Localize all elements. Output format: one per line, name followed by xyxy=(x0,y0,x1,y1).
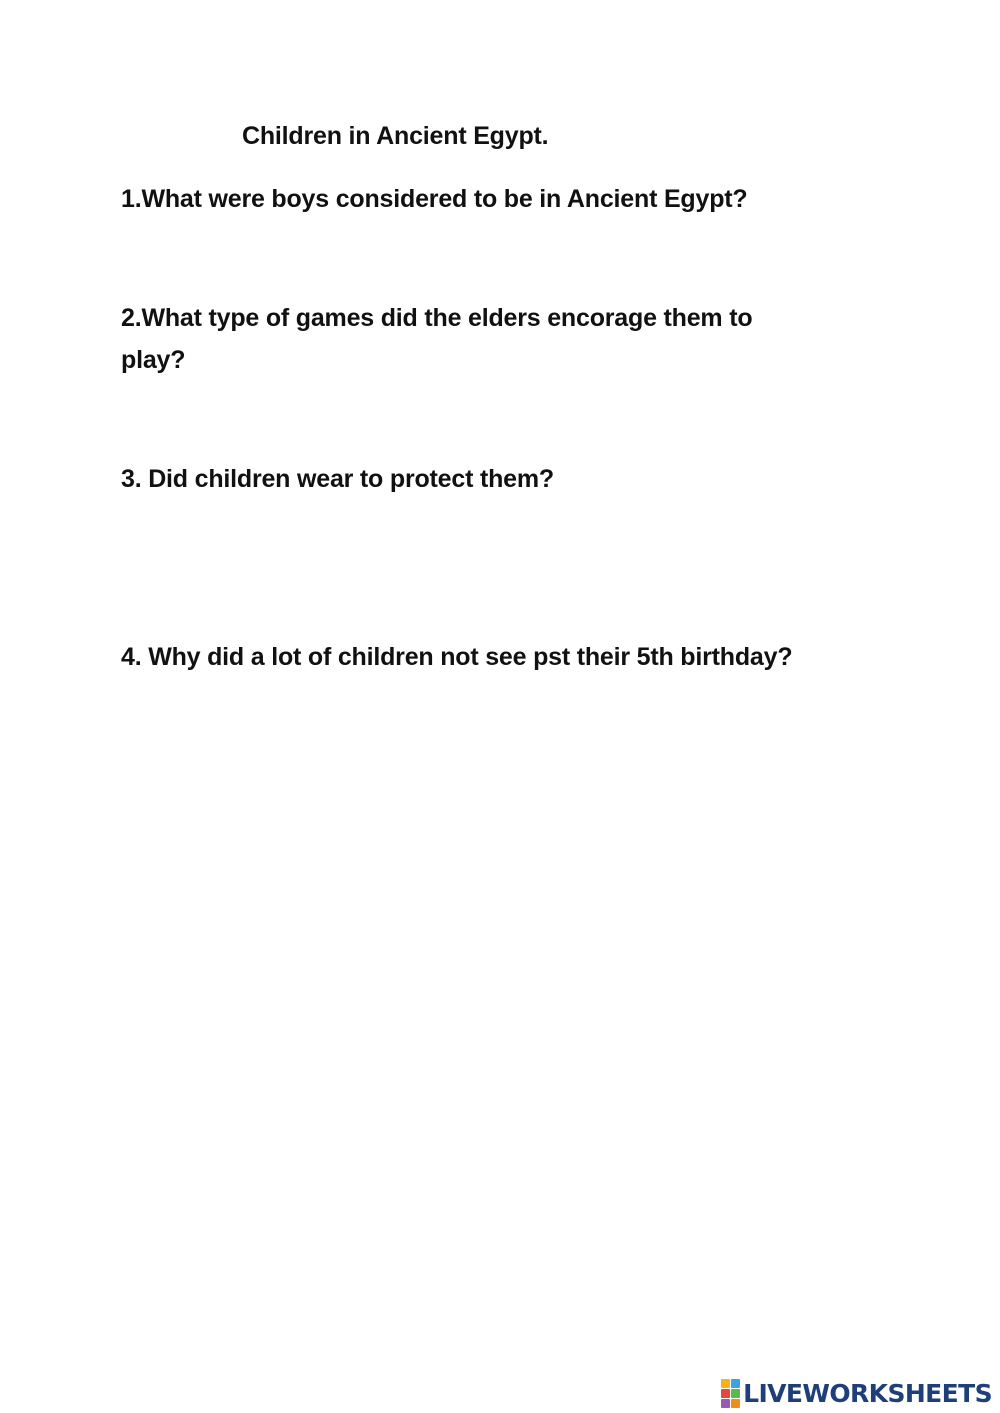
logo-block xyxy=(731,1399,740,1408)
question-4: 4. Why did a lot of children not see pst their 5th birthday? xyxy=(121,643,793,671)
logo-block xyxy=(721,1399,730,1408)
logo-block xyxy=(721,1389,730,1398)
liveworksheets-logo[interactable] xyxy=(721,1377,992,1409)
logo-block xyxy=(731,1389,740,1398)
answer-area-4[interactable] xyxy=(121,683,861,1283)
question-2: 2.What type of games did the elders encorage them to play? xyxy=(121,304,753,374)
answer-area-2[interactable] xyxy=(121,385,861,450)
brand-name: LIVEWORKSHEETS xyxy=(743,1378,992,1408)
logo-block xyxy=(731,1379,740,1388)
logo-block xyxy=(721,1379,730,1388)
answer-area-3[interactable] xyxy=(121,505,861,625)
answer-area-1[interactable] xyxy=(121,225,861,290)
question-3: 3. Did children wear to protect them? xyxy=(121,465,554,493)
liveworksheets-logo-icon xyxy=(721,1379,740,1408)
question-1: 1.What were boys considered to be in Ancient Egypt? xyxy=(121,185,748,213)
worksheet-title: Children in Ancient Egypt. xyxy=(242,122,549,150)
